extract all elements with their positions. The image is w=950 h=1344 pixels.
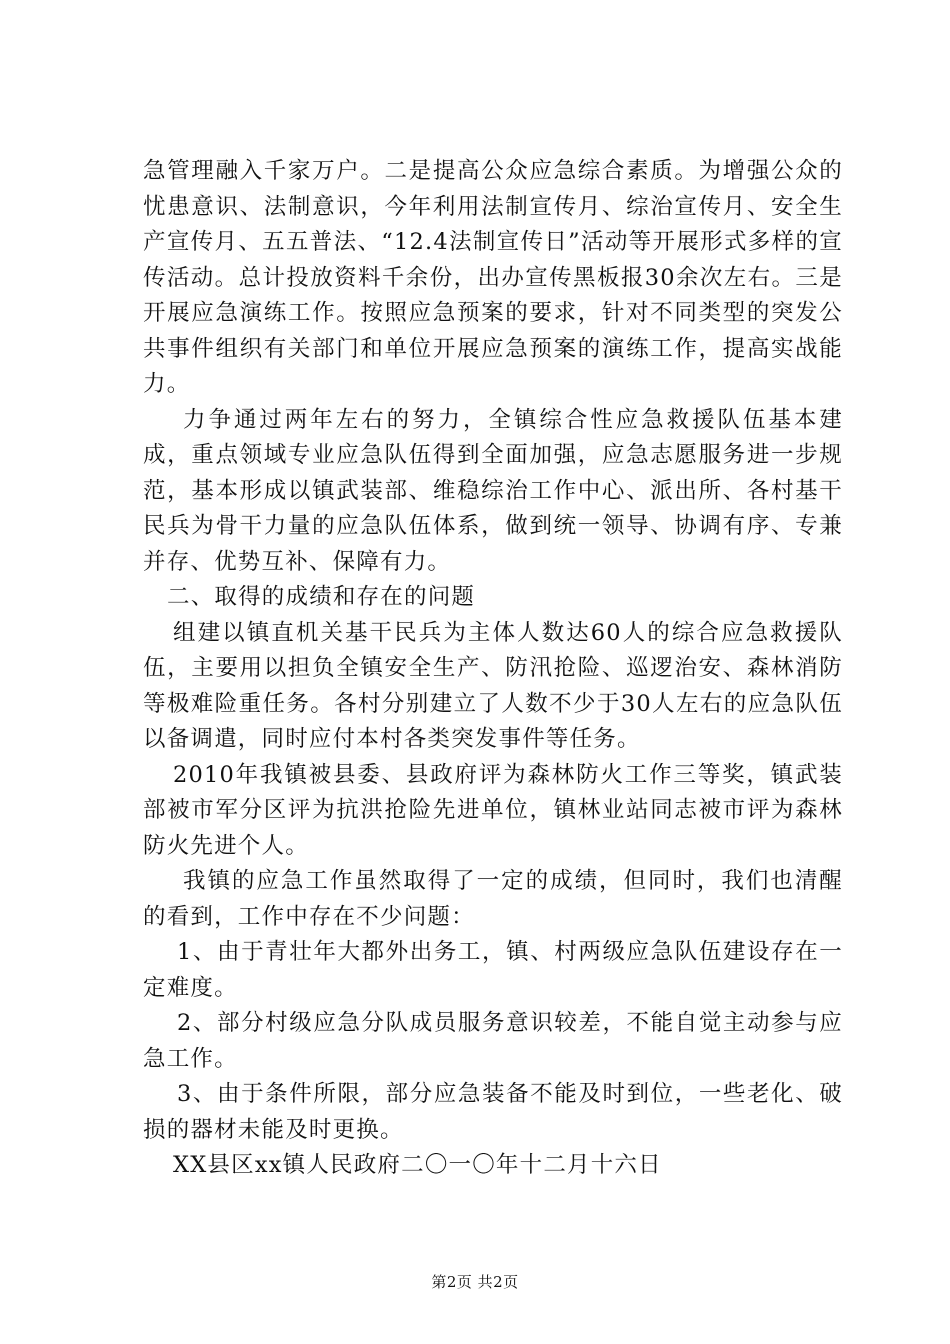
signature-date-line: XX县区xx镇人民政府二〇一〇年十二月十六日	[173, 1152, 662, 1178]
list-item-problem-3: 3、由于条件所限，部分应急装备不能及时到位，一些老化、破损的器材未能及时更换。	[143, 1081, 843, 1143]
paragraph-team-goals: 力争通过两年左右的努力，全镇综合性应急救援队伍基本建成，重点领域专业应急队伍得到全面加强，应急志愿服务进一步规范，基本形成以镇武装部、维稳综治工作中心、派出所、各村基干民兵为骨干力量的应急队伍体系，做到统一领导、协调有序、专兼并存、优势互补、保障有力。	[143, 406, 843, 575]
paragraph-public-awareness: 急管理融入千家万户。二是提高公众应急综合素质。为增强公众的忧患意识、法制意识，今年利用法制宣传月、综治宣传月、安全生产宣传月、五五普法、“12.4法制宣传日”活动等开展形式多样的宣传活动。总计投放资料千余份，出办宣传黑板报30余次左右。三是开展应急演练工作。按照应急预案的要求，针对不同类型的突发公共事件组织有关部门和单位开展应急预案的演练工作，提高实战能力。	[143, 158, 843, 397]
list-item-problem-2: 2、部分村级应急分队成员服务意识较差，不能自觉主动参与应急工作。	[143, 1010, 843, 1072]
paragraph-problems-intro: 我镇的应急工作虽然取得了一定的成绩，但同时，我们也清醒的看到，工作中存在不少问题：	[143, 868, 843, 930]
page-number-footer: 第2页 共2页	[431, 1273, 519, 1291]
section-heading-achievements-problems: 二、取得的成绩和存在的问题	[167, 584, 476, 610]
list-item-problem-1: 1、由于青壮年大都外出务工，镇、村两级应急队伍建设存在一定难度。	[143, 939, 843, 1001]
paragraph-rescue-team: 组建以镇直机关基干民兵为主体人数达60人的综合应急救援队伍，主要用以担负全镇安全生产、防汛抢险、巡逻治安、森林消防等极难险重任务。各村分别建立了人数不少于30人左右的应急队伍以备调遣，同时应付本村各类突发事件等任务。	[143, 619, 843, 752]
document-body	[143, 154, 843, 1184]
paragraph-awards-2010: 2010年我镇被县委、县政府评为森林防火工作三等奖，镇武装部被市军分区评为抗洪抢险先进单位，镇林业站同志被市评为森林防火先进个人。	[143, 761, 843, 859]
